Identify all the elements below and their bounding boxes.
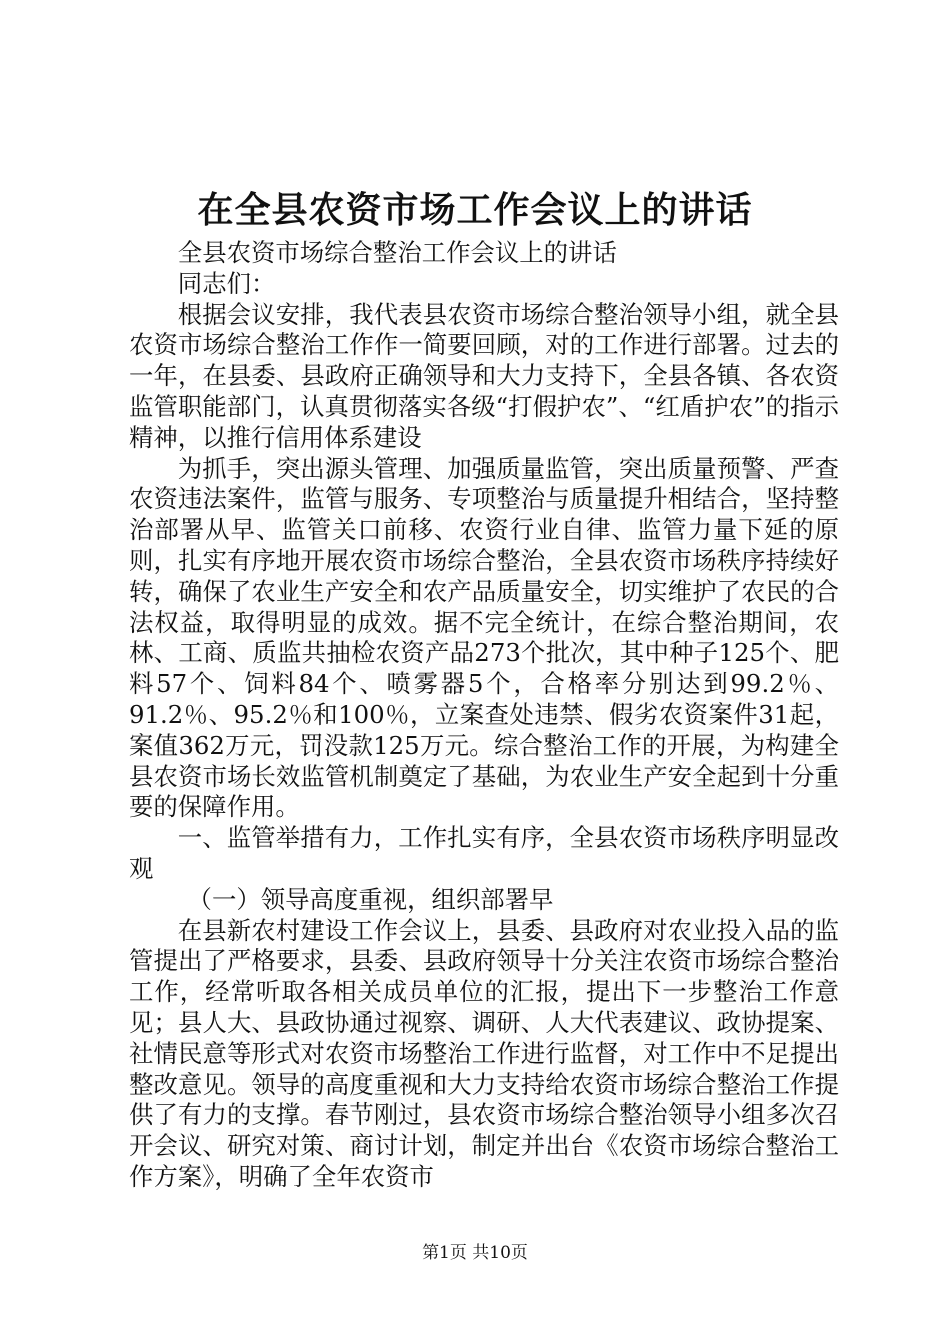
body-paragraph: 为抓手，突出源头管理、加强质量监管，突出质量预警、严查农资违法案件，监管与服务、专项整治与质量提升相结合，坚持整治部署从早、监管关口前移、农资行业自律、监管力量下延的原则，扎实有序地开展农资市场综合整治，全县农资市场秩序持续好转，确保了农业生产安全和农产品质量安全，切实维护了农民的合法权益，取得明显的成效。据不完全统计，在综合整治期间，农林、工商、质监共抽检农资产品273个批次，其中种子125个、肥料57个、饲料84个、喷雾器5个，合格率分别达到99.2％、91.2％、95.2％和100％，立案查处违禁、假劣农资案件31起，案值362万元，罚没款125万元。综合整治工作的开展，为构建全县农资市场长效监管机制奠定了基础，为农业生产安全起到十分重要的保障作用。 xyxy=(129,453,839,822)
document-title: 在全县农资市场工作会议上的讲话 xyxy=(197,189,753,231)
body-paragraph-salutation: 同志们： xyxy=(177,268,276,298)
section-heading: 一、监管举措有力，工作扎实有序，全县农资市场秩序明显改观 xyxy=(129,823,839,883)
body-paragraph: 根据会议安排，我代表县农资市场综合整治领导小组，就全县农资市场综合整治工作作一简要回顾，对的工作进行部署。过去的一年，在县委、县政府正确领导和大力支持下，全县各镇、各农资监管职能部门，认真贯彻落实各级“打假护农”、“红盾护农”的指示精神，以推行信用体系建设 xyxy=(129,299,839,452)
page-footer: 第1页 共10页 xyxy=(422,1243,528,1263)
document-body xyxy=(129,238,839,1193)
subsection-heading: （一）领导高度重视，组织部署早 xyxy=(187,884,554,914)
body-paragraph: 在县新农村建设工作会议上，县委、县政府对农业投入品的监管提出了严格要求，县委、县政府领导十分关注农资市场综合整治工作，经常听取各相关成员单位的汇报，提出下一步整治工作意见；县人大、县政协通过视察、调研、人大代表建议、政协提案、社情民意等形式对农资市场整治工作进行监督，对工作中不足提出整改意见。领导的高度重视和大力支持给农资市场综合整治工作提供了有力的支撑。春节刚过，县农资市场综合整治领导小组多次召开会议、研究对策、商讨计划，制定并出台《农资市场综合整治工作方案》，明确了全年农资市 xyxy=(129,915,839,1191)
body-paragraph-subtitle: 全县农资市场综合整治工作会议上的讲话 xyxy=(177,238,617,267)
